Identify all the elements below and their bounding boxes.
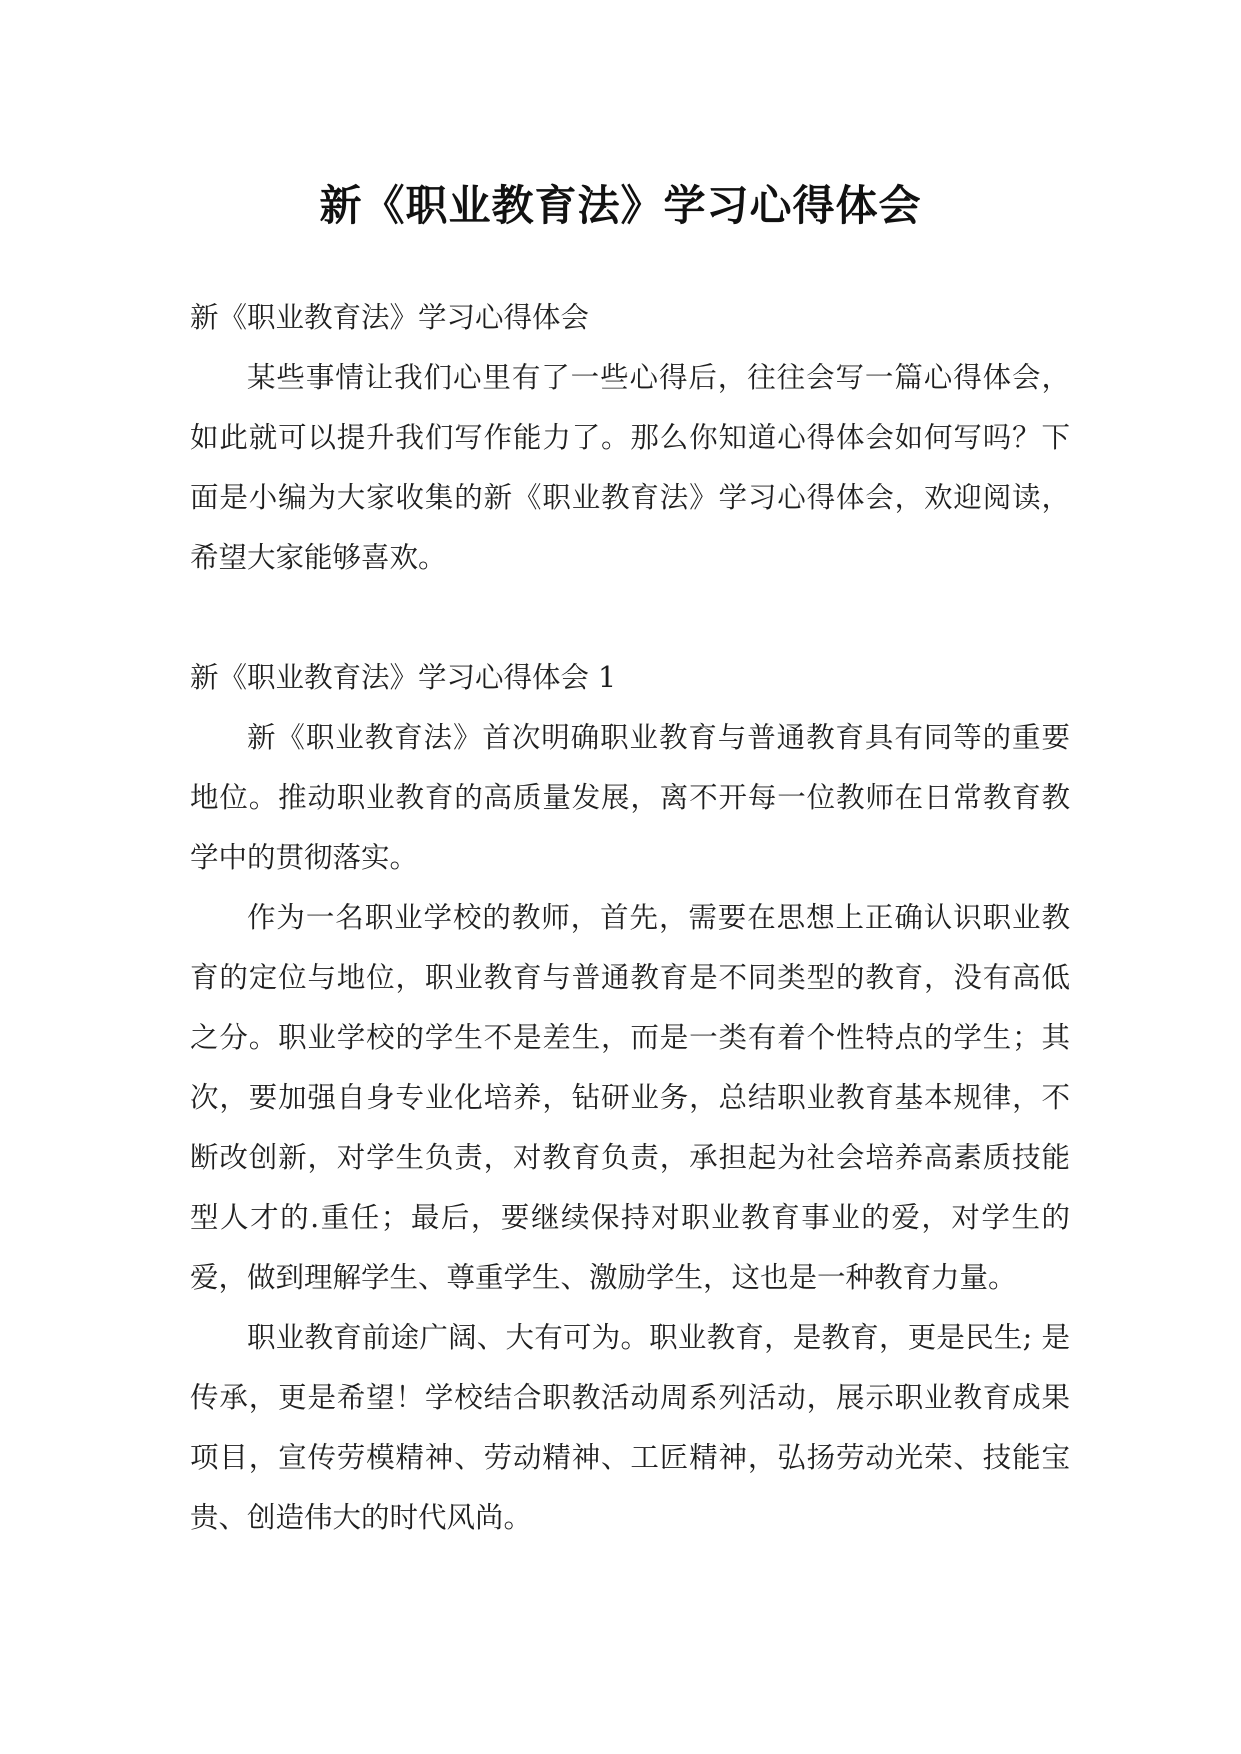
section-1-paragraph-3: 职业教育前途广阔、大有可为。职业教育，是教育，更是民生; 是传承，更是希望！学校结合职教活动周系列活动，展示职业教育成果项目，宣传劳模精神、劳动精神、工匠精神，弘扬劳动光荣、技能宝贵、创造伟大的时代风尚。 bbox=[190, 1321, 1070, 1534]
intro-paragraph: 某些事情让我们心里有了一些心得后，往往会写一篇心得体会，如此就可以提升我们写作能力了。那么你知道心得体会如何写吗？下面是小编为大家收集的新《职业教育法》学习心得体会，欢迎阅读，希望大家能够喜欢。 bbox=[190, 361, 1070, 574]
section-1-heading: 新《职业教育法》学习心得体会 1 bbox=[190, 661, 617, 694]
section-spacer bbox=[190, 588, 1070, 648]
intro-heading: 新《职业教育法》学习心得体会 bbox=[190, 301, 590, 334]
document-body bbox=[190, 288, 1070, 1548]
section-1-paragraph-2: 作为一名职业学校的教师，首先，需要在思想上正确认识职业教育的定位与地位，职业教育与普通教育是不同类型的教育，没有高低之分。职业学校的学生不是差生，而是一类有着个性特点的学生；其次，要加强自身专业化培养，钻研业务，总结职业教育基本规律，不断改创新，对学生负责，对教育负责，承担起为社会培养高素质技能型人才的.重任；最后，要继续保持对职业教育事业的爱，对学生的爱，做到理解学生、尊重学生、激励学生，这也是一种教育力量。 bbox=[190, 901, 1070, 1294]
section-1-paragraph-1: 新《职业教育法》首次明确职业教育与普通教育具有同等的重要地位。推动职业教育的高质量发展，离不开每一位教师在日常教育教学中的贯彻落实。 bbox=[190, 721, 1070, 874]
document-title: 新《职业教育法》学习心得体会 bbox=[319, 181, 922, 231]
